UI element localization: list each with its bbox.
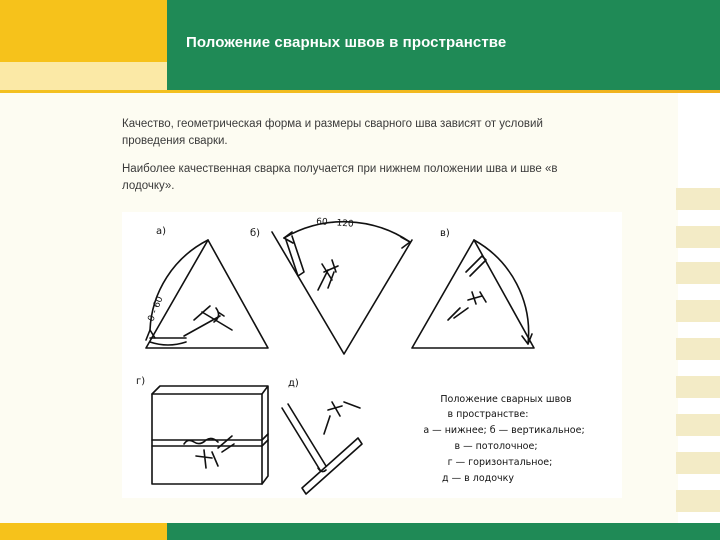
paragraph-quality: Качество, геометрическая форма и размеры сварного шва зависят от условий проведения сварки. — [122, 118, 543, 147]
weld-positions-figure — [122, 212, 622, 498]
label-b: б) — [250, 228, 261, 239]
label-a: а) — [156, 226, 167, 237]
legend-line: в пространстве: — [447, 409, 529, 420]
decor-stripe — [676, 226, 720, 248]
decor-stripe — [676, 188, 720, 210]
decor-stripe — [676, 452, 720, 474]
legend-line: а — нижнее; б — вертикальное; — [423, 425, 585, 436]
legend-line: в — потолочное; — [454, 441, 538, 452]
paragraph-best-weld: Наиболее качественная сварка получается при нижнем положении шва и шве «в лодочку». — [122, 163, 558, 192]
header-accent-pale — [0, 62, 167, 90]
legend-line: г — горизонтальное; — [447, 457, 553, 468]
diagram-a-flat — [146, 240, 268, 348]
decor-stripe — [676, 414, 720, 436]
decor-stripe — [676, 338, 720, 360]
footer-band — [167, 523, 720, 540]
footer-accent-yellow — [0, 523, 167, 540]
decor-stripe — [676, 262, 720, 284]
slide-title: Положение сварных швов в пространстве — [186, 34, 507, 51]
decor-stripe — [676, 490, 720, 512]
legend-line: Положение сварных швов — [440, 394, 572, 405]
legend-line: д — в лодочку — [442, 473, 514, 484]
weld-diagram — [122, 212, 622, 498]
diagram-b-vertical — [272, 222, 412, 354]
header-accent-yellow — [0, 0, 167, 62]
figure-legend — [423, 394, 584, 484]
label-d: д) — [288, 378, 299, 389]
diagram-v-overhead — [412, 240, 534, 348]
diagram-g-horizontal — [152, 386, 268, 484]
angle-b-label: 60 - 120 — [315, 217, 355, 230]
label-v: в) — [440, 228, 450, 239]
angle-a-label: 0 - 60 — [146, 295, 166, 324]
decor-stripe — [676, 300, 720, 322]
label-g: г) — [136, 376, 146, 387]
decor-stripe — [676, 376, 720, 398]
diagram-d-boat — [282, 402, 362, 494]
